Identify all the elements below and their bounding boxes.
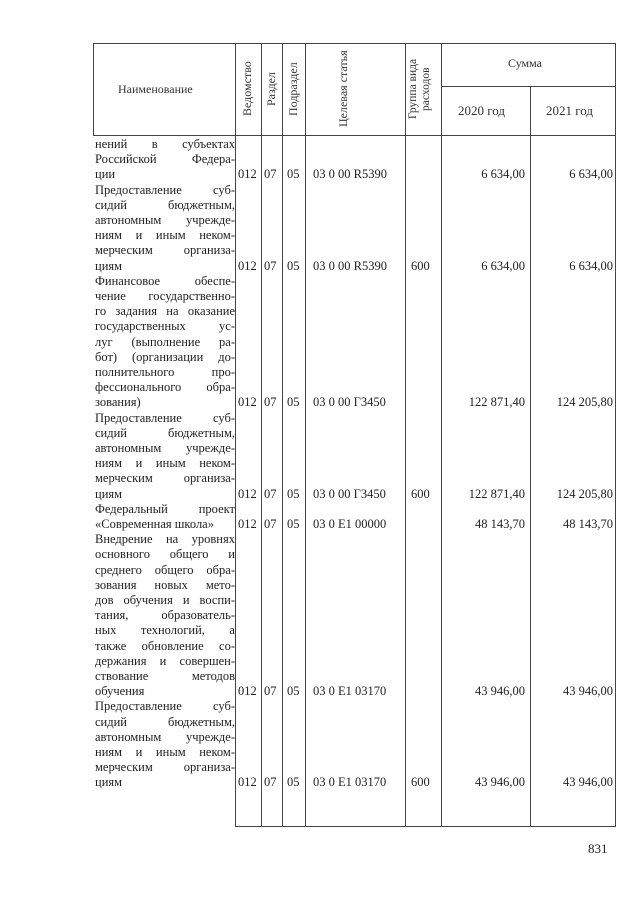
row-sum-2020: 122 871,40 <box>468 486 525 501</box>
row-4-name-line: Федеральный проект <box>95 501 235 516</box>
row-1-name-line: мерческим организа- <box>95 243 235 258</box>
row-6-name-line: ниям и иным неком- <box>95 745 235 759</box>
row-1-name-line: автономным учрежде- <box>95 213 235 227</box>
row-6-name-line: мерческим организа- <box>95 760 235 775</box>
row-2-name-line: государственных ус- <box>95 319 235 334</box>
row-podrazdel: 05 <box>287 684 300 699</box>
row-2-name-line: Финансовое обеспе- <box>95 273 235 288</box>
row-5-name-line: Внедрение на уровнях <box>95 532 235 547</box>
row-sum-2020: 122 871,40 <box>468 395 525 410</box>
row-0-name-line: нений в субъектах <box>95 137 235 151</box>
row-gruppa-vida: 600 <box>411 258 430 273</box>
row-gruppa-vida: 600 <box>411 775 430 790</box>
row-0-name-line: ции <box>95 167 116 182</box>
row-5-name-line: основного общего и <box>95 547 235 562</box>
header-razdel: Раздел <box>264 72 278 106</box>
row-6-name-line: сидий бюджетным, <box>95 714 235 729</box>
row-sum-2021: 43 946,00 <box>563 775 613 790</box>
row-1-name-line: ниям и иным неком- <box>95 228 235 243</box>
row-sum-2021: 124 205,80 <box>556 395 613 410</box>
row-vedomstvo: 012 <box>238 517 257 531</box>
row-sum-2020: 43 946,00 <box>475 775 525 790</box>
row-celevaya-statya: 03 0 00 R5390 <box>313 258 387 273</box>
row-celevaya-statya: 03 0 00 Г3450 <box>313 486 386 501</box>
row-5-name-line: среднего общего обра- <box>95 562 235 577</box>
row-sum-2021: 6 634,00 <box>569 167 613 182</box>
row-5-name-line: зования новых мето- <box>95 577 235 592</box>
row-0-name-line: Российской Федера- <box>95 152 235 167</box>
row-podrazdel: 05 <box>287 486 300 501</box>
row-3-name-line: сидий бюджетным, <box>95 425 235 440</box>
row-celevaya-statya: 03 0 E1 00000 <box>313 517 387 531</box>
row-2-name-line: фессионального обра- <box>95 380 235 395</box>
table-top-border <box>93 43 615 44</box>
row-2-name-line: полнительного про- <box>95 365 235 379</box>
row-3-name-line: Предоставление суб- <box>95 410 235 425</box>
row-celevaya-statya: 03 0 E1 03170 <box>313 775 387 790</box>
header-year-2020: 2020 год <box>458 103 505 118</box>
col-line-5 <box>405 43 406 827</box>
row-celevaya-statya: 03 0 00 Г3450 <box>313 395 386 410</box>
row-5-name-line: тания, образователь- <box>95 608 235 623</box>
page-number: 831 <box>588 841 608 856</box>
row-vedomstvo: 012 <box>238 684 257 699</box>
header-bottom-border <box>93 135 615 136</box>
row-podrazdel: 05 <box>287 775 300 790</box>
row-6-name-line: циям <box>95 775 123 790</box>
row-sum-2021: 48 143,70 <box>563 517 613 531</box>
row-vedomstvo: 012 <box>238 167 257 182</box>
row-celevaya-statya: 03 0 E1 03170 <box>313 684 387 699</box>
col-line-right <box>615 43 616 827</box>
row-razdel: 07 <box>264 684 277 699</box>
row-5-name-line: также обновление со- <box>95 638 235 653</box>
row-1-name-line: Предоставление суб- <box>95 182 235 197</box>
row-sum-2020: 43 946,00 <box>475 684 525 699</box>
row-6-name-line: Предоставление суб- <box>95 699 235 714</box>
col-line-6 <box>441 43 442 827</box>
row-sum-2021: 6 634,00 <box>569 258 613 273</box>
row-5-name-line: ствование методов <box>95 669 235 683</box>
header-vedomstvo: Ведомство <box>240 61 254 117</box>
row-2-name-line: чение государственно- <box>95 289 235 303</box>
row-5-name-line: держания и совершен- <box>95 653 235 668</box>
row-5-name-line: дов обучения и воспи- <box>95 593 235 607</box>
row-3-name-line: ниям и иным неком- <box>95 456 235 471</box>
header-year-2021: 2021 год <box>546 103 593 118</box>
col-line-3 <box>282 43 283 827</box>
row-vedomstvo: 012 <box>238 775 257 790</box>
header-summa: Сумма <box>508 56 542 70</box>
row-podrazdel: 05 <box>287 517 300 531</box>
row-razdel: 07 <box>264 517 277 531</box>
row-sum-2020: 6 634,00 <box>481 167 525 182</box>
row-podrazdel: 05 <box>287 167 300 182</box>
row-5-name-line: ных технологий, а <box>95 623 235 638</box>
col-line-4 <box>305 43 306 827</box>
row-vedomstvo: 012 <box>238 486 257 501</box>
row-razdel: 07 <box>264 258 277 273</box>
header-podrazdel: Подраздел <box>286 62 300 116</box>
row-gruppa-vida: 600 <box>411 486 430 501</box>
row-sum-2020: 48 143,70 <box>475 517 525 531</box>
row-razdel: 07 <box>264 486 277 501</box>
col-line-left <box>93 43 94 136</box>
row-2-name-line: бот) (организации до- <box>95 349 235 364</box>
row-podrazdel: 05 <box>287 258 300 273</box>
row-2-name-line: зования) <box>95 395 141 410</box>
row-vedomstvo: 012 <box>238 258 257 273</box>
row-4-name-line: «Современная школа» <box>95 517 214 531</box>
row-2-name-line: го задания на оказание <box>95 304 235 319</box>
row-razdel: 07 <box>264 395 277 410</box>
row-2-name-line: луг (выполнение ра- <box>95 334 235 349</box>
row-1-name-line: сидий бюджетным, <box>95 197 235 212</box>
row-sum-2021: 124 205,80 <box>556 486 613 501</box>
row-3-name-line: автономным учрежде- <box>95 441 235 455</box>
row-3-name-line: мерческим организа- <box>95 471 235 486</box>
col-line-7 <box>530 86 531 827</box>
row-sum-2020: 6 634,00 <box>481 258 525 273</box>
row-1-name-line: циям <box>95 258 123 273</box>
table-bottom-border <box>235 826 615 827</box>
header-gruppa: Группа вида расходов <box>407 58 432 120</box>
col-line-2 <box>261 43 262 827</box>
summa-subheader-line <box>441 86 615 87</box>
header-name: Наименование <box>118 82 193 96</box>
row-razdel: 07 <box>264 775 277 790</box>
row-3-name-line: циям <box>95 486 123 501</box>
row-sum-2021: 43 946,00 <box>563 684 613 699</box>
row-6-name-line: автономным учрежде- <box>95 729 235 744</box>
row-celevaya-statya: 03 0 00 R5390 <box>313 167 387 182</box>
header-celevaya: Целевая статья <box>336 50 350 128</box>
row-razdel: 07 <box>264 167 277 182</box>
row-vedomstvo: 012 <box>238 395 257 410</box>
row-podrazdel: 05 <box>287 395 300 410</box>
row-5-name-line: обучения <box>95 684 145 699</box>
col-line-1 <box>235 43 236 827</box>
